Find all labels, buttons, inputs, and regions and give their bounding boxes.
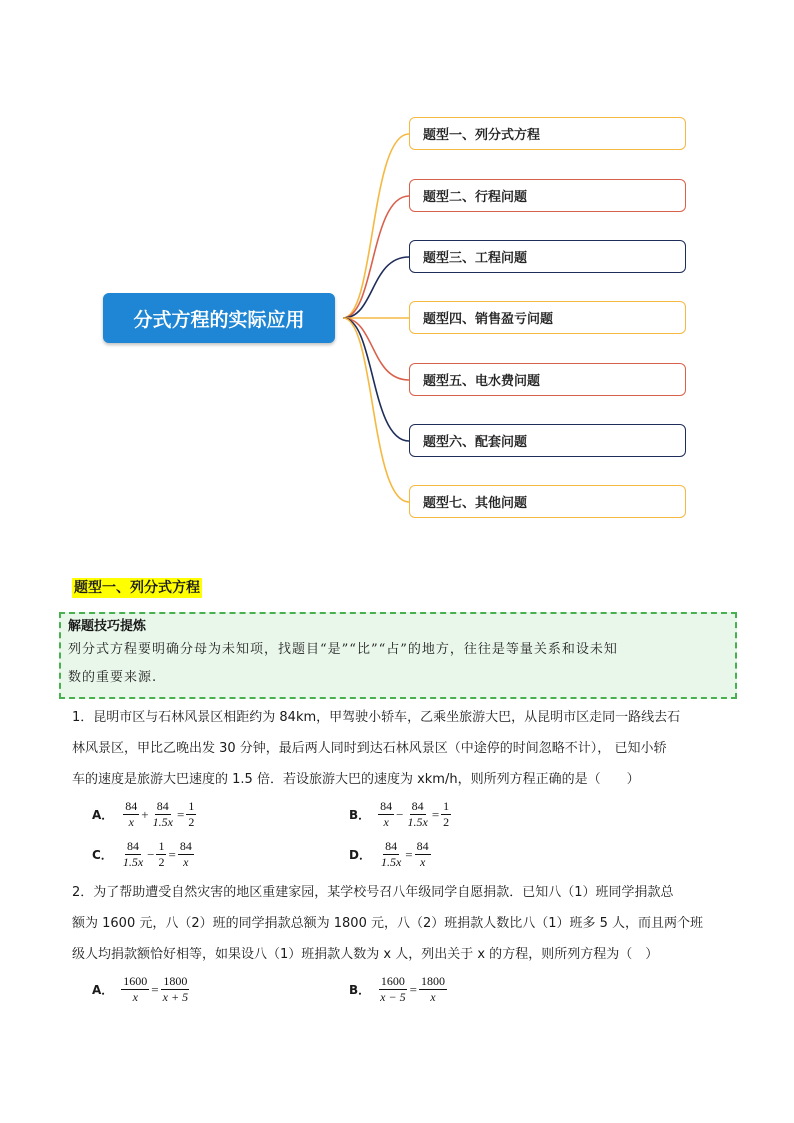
branch-label: 题型三、工程问题 bbox=[423, 251, 528, 266]
q1-option-b[interactable] bbox=[349, 800, 452, 829]
operator: − bbox=[147, 846, 155, 862]
option-letter: C． bbox=[92, 848, 113, 862]
branch-label: 题型四、销售盈亏问题 bbox=[423, 312, 554, 327]
branch-label: 题型一、列分式方程 bbox=[423, 128, 541, 143]
fraction: $\frac{84}{1.5x}$ bbox=[152, 799, 173, 829]
q1-option-d[interactable] bbox=[349, 840, 432, 869]
branch-type-3 bbox=[409, 240, 686, 273]
fraction: $\frac{84}{x}$ bbox=[380, 799, 393, 829]
tips-line-2: 数的重要来源. bbox=[68, 670, 158, 685]
q2-option-b[interactable] bbox=[349, 975, 448, 1004]
fraction: $\frac{1800}{x}$ bbox=[420, 974, 445, 1004]
tips-title: 解题技巧提炼 bbox=[68, 619, 147, 634]
branch-label: 题型七、其他问题 bbox=[423, 496, 528, 511]
q2-line-3: 级人均捐款额恰好相等，如果设八（1）班捐款人数为 x 人，列出关于 x 的方程，则所列方程为（ ） bbox=[72, 947, 659, 962]
option-letter: B． bbox=[349, 808, 371, 822]
branch-type-6 bbox=[409, 424, 686, 457]
section-title: 题型一、列分式方程 bbox=[74, 580, 200, 596]
branch-type-2 bbox=[409, 179, 686, 212]
equals: = bbox=[151, 981, 159, 997]
fraction: $\frac{1}{2}$ bbox=[158, 839, 165, 869]
fraction: $\frac{84}{1.5x}$ bbox=[380, 839, 402, 869]
connector-5 bbox=[343, 318, 409, 380]
q2-option-a[interactable] bbox=[92, 975, 191, 1004]
connector-1 bbox=[343, 134, 409, 318]
equals: = bbox=[409, 981, 417, 997]
equals: = bbox=[176, 806, 185, 822]
branch-type-5 bbox=[409, 363, 686, 396]
fraction: $\frac{1600}{x}$ bbox=[123, 974, 148, 1004]
equals: = bbox=[431, 806, 440, 822]
operator: − bbox=[396, 806, 404, 822]
tips-box bbox=[59, 612, 737, 699]
q1-option-a[interactable] bbox=[92, 800, 197, 829]
mindmap-center-node: 分式方程的实际应用 bbox=[103, 293, 335, 343]
tips-line-1: 列分式方程要明确分母为未知项，找题目“是”“比”“占”的地方，往往是等量关系和设未知 bbox=[68, 642, 618, 657]
q2-line-2: 额为 1600 元，八（2）班的同学捐款总额为 1800 元，八（2）班捐款人数比八（1）班多 5 人，而且两个班 bbox=[72, 916, 704, 931]
q1-option-c[interactable] bbox=[92, 840, 195, 869]
q1-line-1: 1．昆明市区与石林风景区相距约为 84km，甲驾驶小轿车，乙乘坐旅游大巴，从昆明市区走同一路线去石 bbox=[72, 710, 681, 725]
fraction: $\frac{1600}{x - 5}$ bbox=[380, 974, 406, 1004]
fraction: $\frac{84}{x}$ bbox=[125, 799, 138, 829]
operator: + bbox=[141, 806, 149, 822]
fraction: $\frac{84}{1.5x}$ bbox=[407, 799, 428, 829]
branch-label: 题型二、行程问题 bbox=[423, 190, 528, 205]
equals: = bbox=[168, 846, 176, 862]
branch-label: 题型六、配套问题 bbox=[423, 435, 528, 450]
equals: = bbox=[405, 846, 413, 862]
mindmap-connectors bbox=[0, 0, 794, 560]
connector-7 bbox=[343, 318, 409, 502]
fraction: $\frac{1800}{x + 5}$ bbox=[162, 974, 189, 1004]
connector-3 bbox=[343, 257, 409, 318]
q1-line-3: 车的速度是旅游大巴速度的 1.5 倍．若设旅游大巴的速度为 xkm/h，则所列方程正确的是（ ） bbox=[72, 772, 640, 787]
fraction: $\frac{84}{1.5x}$ bbox=[122, 839, 144, 869]
option-letter: B． bbox=[349, 983, 371, 997]
branch-type-4 bbox=[409, 301, 686, 334]
q1-line-2: 林风景区，甲比乙晚出发 30 分钟，最后两人同时到达石林风景区（中途停的时间忽略不计）， 已知小轿 bbox=[72, 741, 667, 756]
branch-label: 题型五、电水费问题 bbox=[423, 374, 541, 389]
fraction: $\frac{1}{2}$ bbox=[188, 799, 195, 829]
fraction: $\frac{84}{x}$ bbox=[179, 839, 192, 869]
branch-type-1 bbox=[409, 117, 686, 150]
fraction: $\frac{1}{2}$ bbox=[443, 799, 450, 829]
option-letter: A． bbox=[92, 983, 114, 997]
option-letter: D． bbox=[349, 848, 371, 862]
option-letter: A． bbox=[92, 808, 114, 822]
fraction: $\frac{84}{x}$ bbox=[416, 839, 429, 869]
branch-type-7 bbox=[409, 485, 686, 518]
q2-line-1: 2．为了帮助遭受自然灾害的地区重建家园，某学校号召八年级同学自愿捐款．已知八（1）班同学捐款总 bbox=[72, 885, 674, 900]
